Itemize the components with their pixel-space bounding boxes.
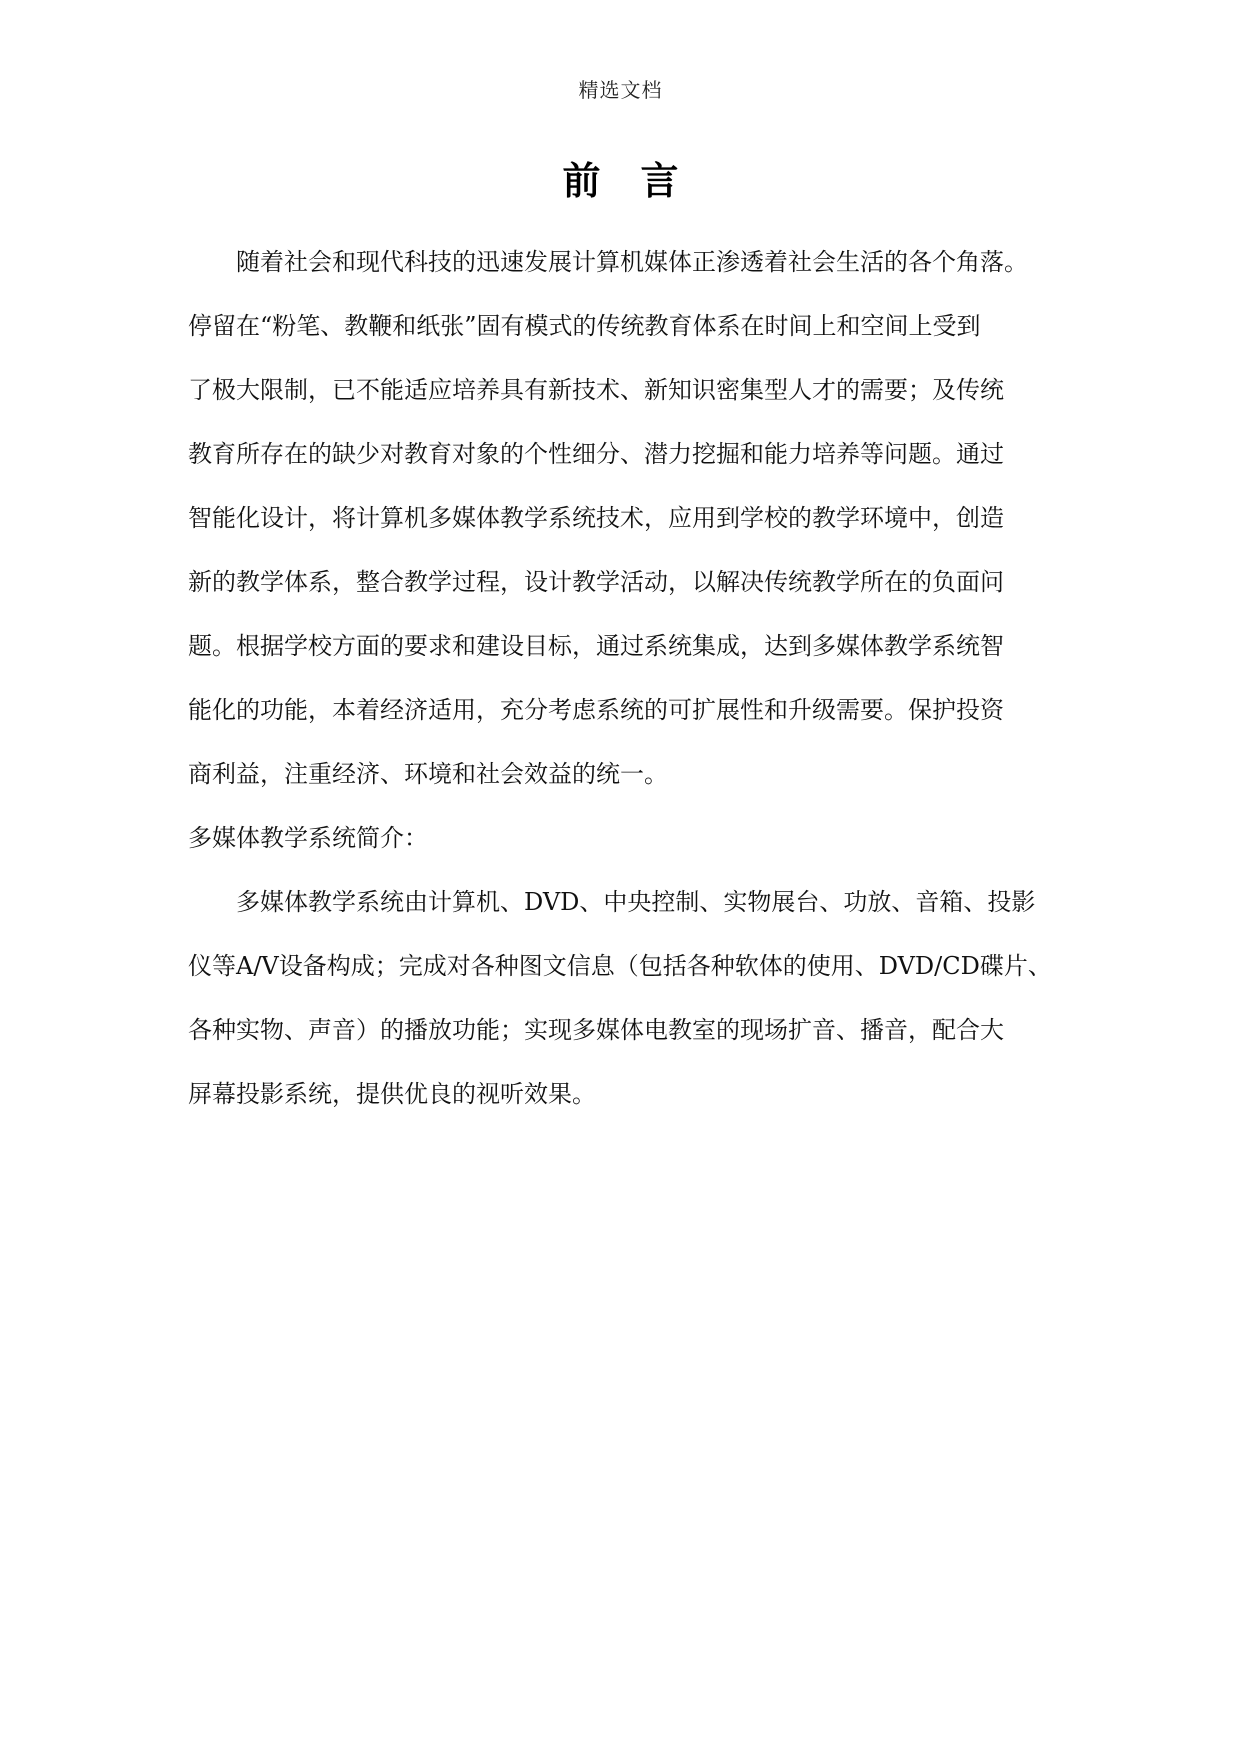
document-body: [188, 246, 1054, 1142]
paragraph-line: 屏幕投影系统，提供优良的视听效果。: [188, 1080, 596, 1108]
paragraph-line: 仪等A/V设备构成；完成对各种图文信息（包括各种软体的使用、DVD/CD碟片、: [188, 952, 1052, 980]
paragraph-line: 能化的功能，本着经济适用，充分考虑系统的可扩展性和升级需要。保护投资: [188, 696, 1004, 724]
paragraph-line: 多媒体教学系统由计算机、DVD、中央控制、实物展台、功放、音箱、投影: [236, 888, 1036, 916]
paragraph-line: 了极大限制，已不能适应培养具有新技术、新知识密集型人才的需要；及传统: [188, 376, 1004, 404]
paragraph-line: 教育所存在的缺少对教育对象的个性细分、潜力挖掘和能力培养等问题。通过: [188, 440, 1004, 468]
paragraph-line: 各种实物、声音）的播放功能；实现多媒体电教室的现场扩音、播音，配合大: [188, 1016, 1004, 1044]
paragraph-line: 新的教学体系，整合教学过程，设计教学活动，以解决传统教学所在的负面问: [188, 568, 1004, 596]
paragraph-line: 停留在“粉笔、教鞭和纸张”固有模式的传统教育体系在时间上和空间上受到: [188, 312, 981, 340]
header-label: 精选文档: [578, 78, 663, 102]
paragraph-line: 商利益，注重经济、环境和社会效益的统一。: [188, 760, 668, 788]
section-subheading: 多媒体教学系统简介：: [188, 824, 428, 852]
page-title: 前言: [562, 158, 719, 203]
paragraph-line: 随着社会和现代科技的迅速发展计算机媒体正渗透着社会生活的各个角落。: [236, 248, 1028, 276]
paragraph-line: 题。根据学校方面的要求和建设目标，通过系统集成，达到多媒体教学系统智: [188, 632, 1004, 660]
paragraph-line: 智能化设计，将计算机多媒体教学系统技术，应用到学校的教学环境中，创造: [188, 504, 1004, 532]
